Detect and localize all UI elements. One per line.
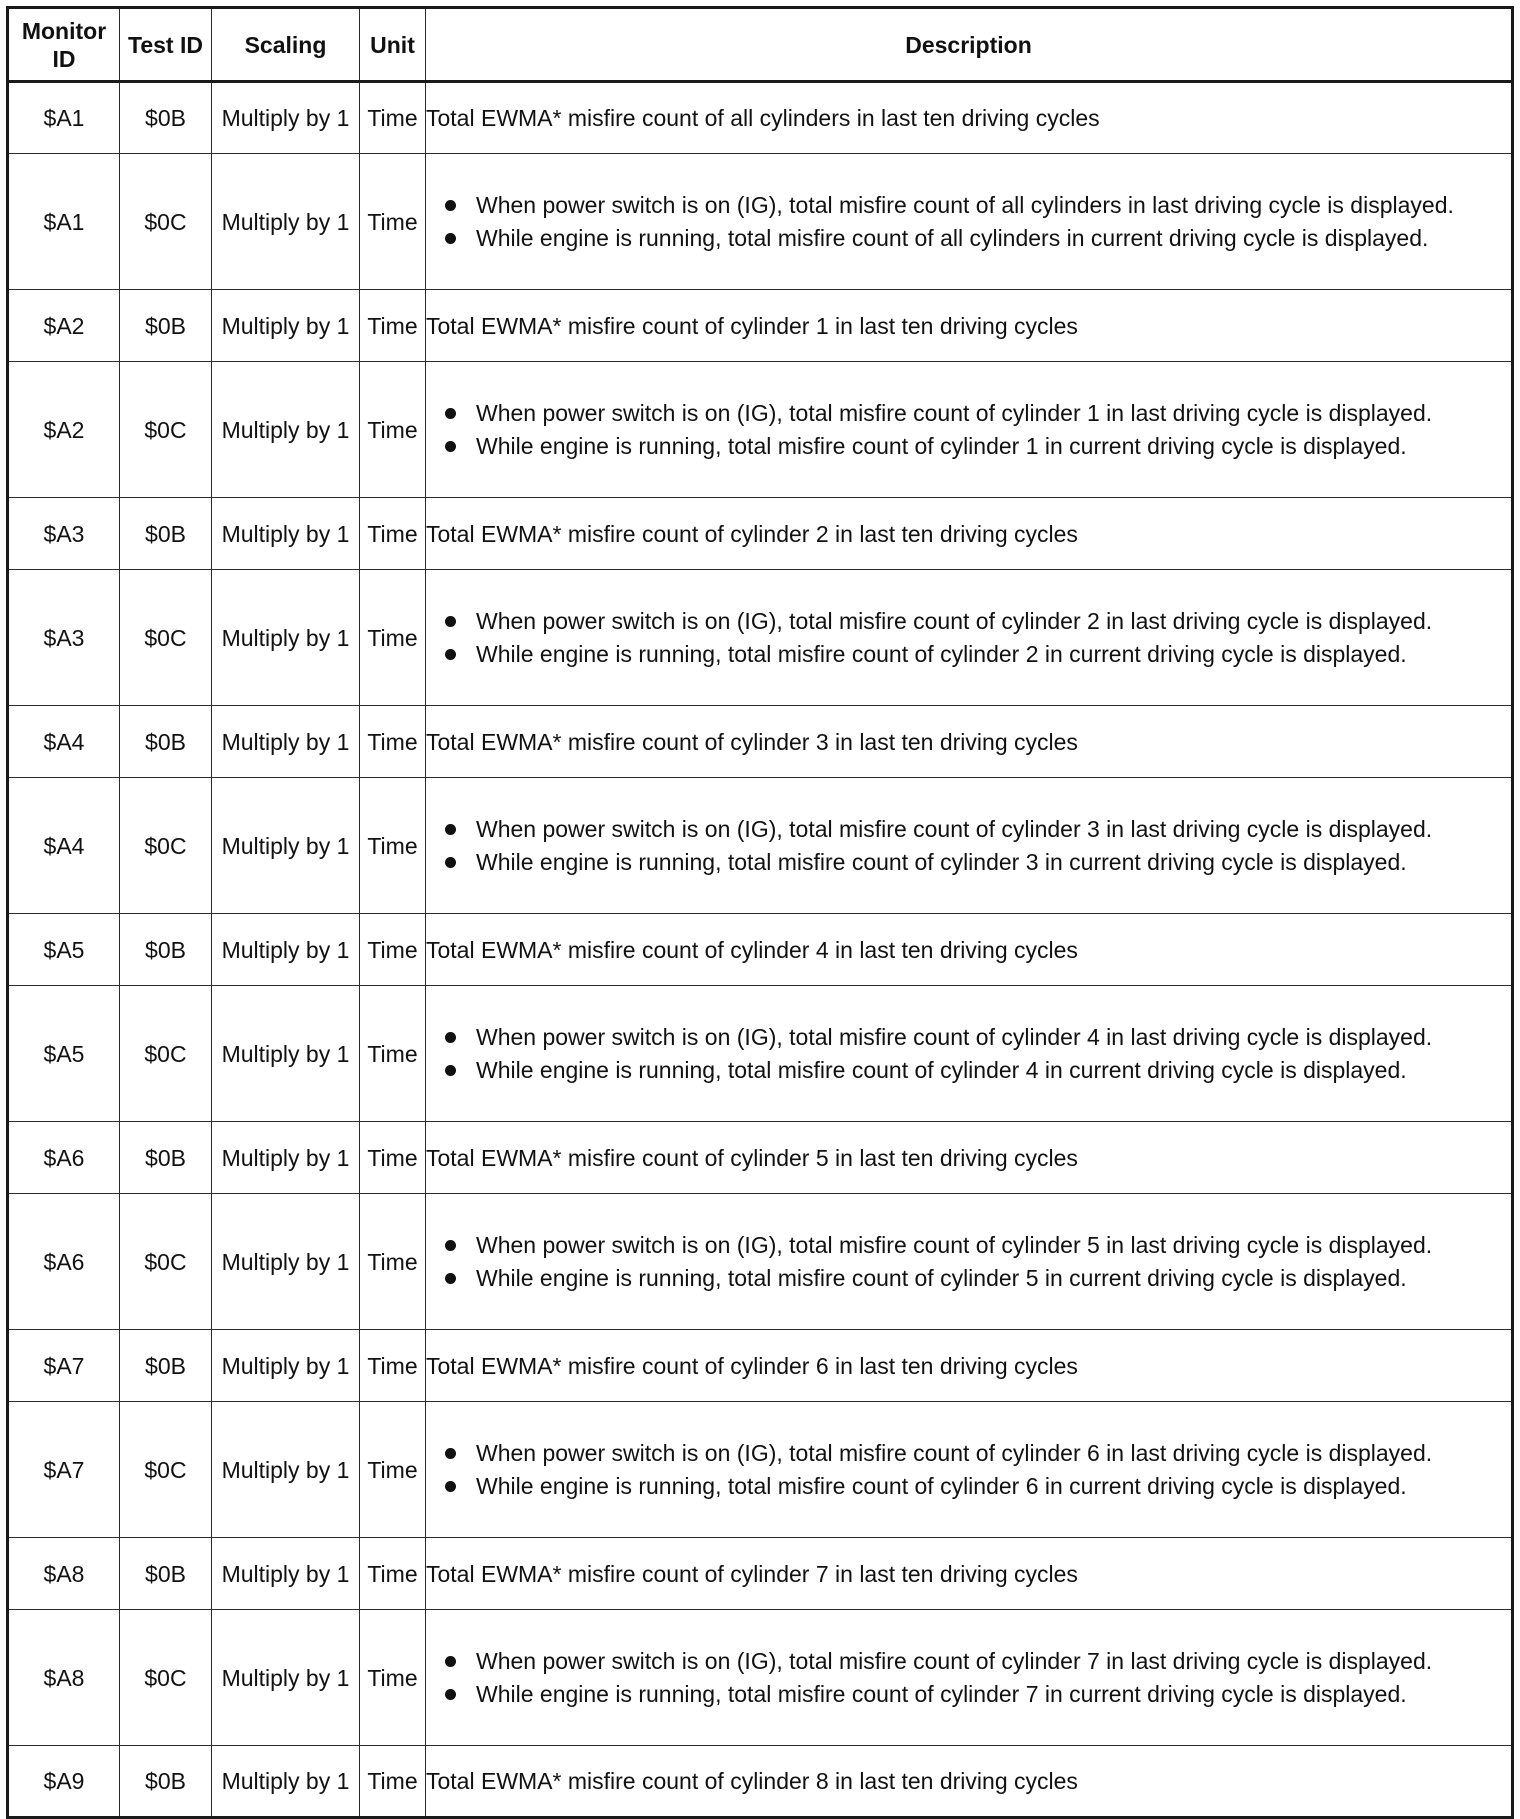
test-id-cell: $0B (120, 498, 212, 570)
test-id-cell: $0C (120, 1194, 212, 1330)
monitor-id-cell: $A7 (8, 1330, 120, 1402)
scaling-cell: Multiply by 1 (212, 778, 360, 914)
table-row (8, 706, 1513, 778)
description-cell (426, 1610, 1513, 1746)
test-id-cell: $0C (120, 1610, 212, 1746)
table-header-row (8, 8, 1513, 82)
scaling-cell: Multiply by 1 (212, 1194, 360, 1330)
monitor-id-cell: $A6 (8, 1194, 120, 1330)
table-row (8, 290, 1513, 362)
description-cell (426, 1402, 1513, 1538)
table-row (8, 1538, 1513, 1610)
description-bullet-list (426, 189, 1511, 255)
description-cell: Total EWMA* misfire count of cylinder 6 in last ten driving cycles (426, 1330, 1513, 1402)
monitor-id-cell: $A5 (8, 986, 120, 1122)
unit-cell: Time (360, 498, 426, 570)
header-scaling: Scaling (212, 8, 360, 82)
description-bullet-item: While engine is running, total misfire count of cylinder 1 in current driving cycle is displayed. (476, 430, 1511, 463)
description-bullet-item: When power switch is on (IG), total misfire count of cylinder 5 in last driving cycle is displayed. (476, 1229, 1511, 1262)
scaling-cell: Multiply by 1 (212, 1746, 360, 1818)
description-cell (426, 986, 1513, 1122)
unit-cell: Time (360, 986, 426, 1122)
description-bullet-list (426, 813, 1511, 879)
monitor-id-cell: $A6 (8, 1122, 120, 1194)
description-bullet-list (426, 1437, 1511, 1503)
description-bullet-item: When power switch is on (IG), total misfire count of cylinder 4 in last driving cycle is displayed. (476, 1021, 1511, 1054)
description-bullet-item: When power switch is on (IG), total misfire count of all cylinders in last driving cycle is displayed. (476, 189, 1511, 222)
description-bullet-item: When power switch is on (IG), total misfire count of cylinder 7 in last driving cycle is displayed. (476, 1645, 1511, 1678)
description-bullet-item: While engine is running, total misfire count of cylinder 3 in current driving cycle is displayed. (476, 846, 1511, 879)
description-cell: Total EWMA* misfire count of cylinder 2 in last ten driving cycles (426, 498, 1513, 570)
test-id-cell: $0B (120, 706, 212, 778)
scaling-cell: Multiply by 1 (212, 570, 360, 706)
header-description: Description (426, 8, 1513, 82)
unit-cell: Time (360, 154, 426, 290)
description-cell: Total EWMA* misfire count of cylinder 4 in last ten driving cycles (426, 914, 1513, 986)
table-row (8, 778, 1513, 914)
unit-cell: Time (360, 570, 426, 706)
table-row (8, 914, 1513, 986)
description-bullet-item: When power switch is on (IG), total misfire count of cylinder 2 in last driving cycle is displayed. (476, 605, 1511, 638)
scaling-cell: Multiply by 1 (212, 154, 360, 290)
monitor-id-cell: $A1 (8, 154, 120, 290)
test-id-cell: $0B (120, 290, 212, 362)
description-bullet-item: When power switch is on (IG), total misfire count of cylinder 1 in last driving cycle is displayed. (476, 397, 1511, 430)
description-bullet-list (426, 397, 1511, 463)
unit-cell: Time (360, 1538, 426, 1610)
table-row (8, 986, 1513, 1122)
unit-cell: Time (360, 290, 426, 362)
test-id-cell: $0C (120, 154, 212, 290)
scaling-cell: Multiply by 1 (212, 290, 360, 362)
test-id-cell: $0C (120, 1402, 212, 1538)
table-row (8, 1746, 1513, 1818)
table-row (8, 1122, 1513, 1194)
description-cell: Total EWMA* misfire count of cylinder 8 in last ten driving cycles (426, 1746, 1513, 1818)
description-bullet-list (426, 1021, 1511, 1087)
unit-cell: Time (360, 1194, 426, 1330)
test-id-cell: $0B (120, 1122, 212, 1194)
description-bullet-item: While engine is running, total misfire count of cylinder 7 in current driving cycle is displayed. (476, 1678, 1511, 1711)
table-row (8, 1194, 1513, 1330)
test-id-cell: $0B (120, 914, 212, 986)
unit-cell: Time (360, 1610, 426, 1746)
scaling-cell: Multiply by 1 (212, 1538, 360, 1610)
description-cell (426, 1194, 1513, 1330)
monitor-id-cell: $A3 (8, 498, 120, 570)
table-row (8, 362, 1513, 498)
monitor-id-cell: $A9 (8, 1746, 120, 1818)
table-row (8, 1610, 1513, 1746)
unit-cell: Time (360, 1122, 426, 1194)
test-id-cell: $0C (120, 362, 212, 498)
scaling-cell: Multiply by 1 (212, 1610, 360, 1746)
monitor-id-cell: $A4 (8, 706, 120, 778)
unit-cell: Time (360, 1746, 426, 1818)
scaling-cell: Multiply by 1 (212, 82, 360, 154)
monitor-id-cell: $A7 (8, 1402, 120, 1538)
monitor-id-cell: $A8 (8, 1610, 120, 1746)
monitor-id-cell: $A3 (8, 570, 120, 706)
description-cell (426, 570, 1513, 706)
description-bullet-item: While engine is running, total misfire count of all cylinders in current driving cycle is displayed. (476, 222, 1511, 255)
scaling-cell: Multiply by 1 (212, 1402, 360, 1538)
description-bullet-item: While engine is running, total misfire count of cylinder 6 in current driving cycle is displayed. (476, 1470, 1511, 1503)
unit-cell: Time (360, 82, 426, 154)
description-cell (426, 362, 1513, 498)
unit-cell: Time (360, 914, 426, 986)
test-id-cell: $0C (120, 986, 212, 1122)
monitor-test-table (6, 6, 1514, 1819)
table-row (8, 498, 1513, 570)
header-monitor-id: Monitor ID (8, 8, 120, 82)
monitor-id-cell: $A2 (8, 290, 120, 362)
description-cell: Total EWMA* misfire count of cylinder 7 in last ten driving cycles (426, 1538, 1513, 1610)
scaling-cell: Multiply by 1 (212, 362, 360, 498)
description-cell (426, 154, 1513, 290)
table-row (8, 154, 1513, 290)
test-id-cell: $0C (120, 778, 212, 914)
unit-cell: Time (360, 706, 426, 778)
monitor-id-cell: $A1 (8, 82, 120, 154)
header-unit: Unit (360, 8, 426, 82)
description-bullet-item: When power switch is on (IG), total misfire count of cylinder 3 in last driving cycle is displayed. (476, 813, 1511, 846)
monitor-id-cell: $A2 (8, 362, 120, 498)
description-cell: Total EWMA* misfire count of cylinder 5 in last ten driving cycles (426, 1122, 1513, 1194)
table-row (8, 1330, 1513, 1402)
test-id-cell: $0B (120, 1538, 212, 1610)
monitor-id-cell: $A8 (8, 1538, 120, 1610)
scaling-cell: Multiply by 1 (212, 1330, 360, 1402)
description-bullet-item: While engine is running, total misfire count of cylinder 4 in current driving cycle is displayed. (476, 1054, 1511, 1087)
description-cell: Total EWMA* misfire count of all cylinders in last ten driving cycles (426, 82, 1513, 154)
scaling-cell: Multiply by 1 (212, 498, 360, 570)
monitor-id-cell: $A5 (8, 914, 120, 986)
unit-cell: Time (360, 362, 426, 498)
unit-cell: Time (360, 1330, 426, 1402)
description-bullet-list (426, 1645, 1511, 1711)
description-bullet-item: When power switch is on (IG), total misfire count of cylinder 6 in last driving cycle is displayed. (476, 1437, 1511, 1470)
table-row (8, 570, 1513, 706)
scaling-cell: Multiply by 1 (212, 706, 360, 778)
description-bullet-item: While engine is running, total misfire count of cylinder 5 in current driving cycle is displayed. (476, 1262, 1511, 1295)
table-row (8, 1402, 1513, 1538)
description-cell: Total EWMA* misfire count of cylinder 1 in last ten driving cycles (426, 290, 1513, 362)
description-bullet-list (426, 1229, 1511, 1295)
unit-cell: Time (360, 778, 426, 914)
test-id-cell: $0B (120, 1330, 212, 1402)
test-id-cell: $0C (120, 570, 212, 706)
test-id-cell: $0B (120, 1746, 212, 1818)
scaling-cell: Multiply by 1 (212, 914, 360, 986)
description-cell (426, 778, 1513, 914)
scaling-cell: Multiply by 1 (212, 1122, 360, 1194)
test-id-cell: $0B (120, 82, 212, 154)
table-row (8, 82, 1513, 154)
description-bullet-list (426, 605, 1511, 671)
description-cell: Total EWMA* misfire count of cylinder 3 in last ten driving cycles (426, 706, 1513, 778)
header-test-id: Test ID (120, 8, 212, 82)
scaling-cell: Multiply by 1 (212, 986, 360, 1122)
description-bullet-item: While engine is running, total misfire count of cylinder 2 in current driving cycle is displayed. (476, 638, 1511, 671)
monitor-id-cell: $A4 (8, 778, 120, 914)
unit-cell: Time (360, 1402, 426, 1538)
